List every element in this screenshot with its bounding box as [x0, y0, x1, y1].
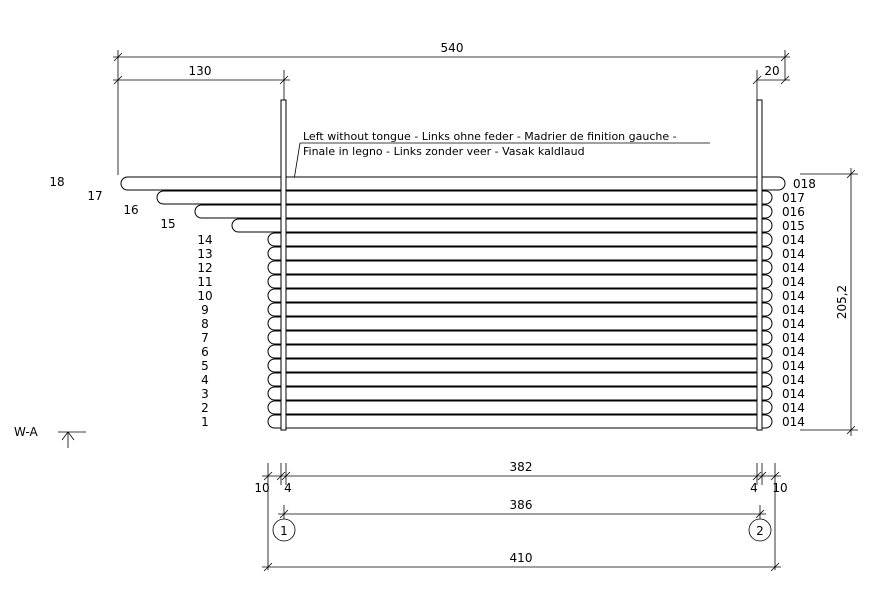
- log-5: [268, 359, 772, 372]
- dim-outer-label: 410: [509, 551, 533, 565]
- log-code-label: 014: [782, 247, 805, 261]
- dim-axis-label: 386: [509, 498, 533, 512]
- log-number-label: 16: [123, 203, 139, 217]
- dim-left-inner-label: 4: [284, 481, 292, 495]
- log-number-label: 18: [49, 175, 65, 189]
- dim-height: [800, 168, 858, 436]
- dim-left-outer-label: 10: [254, 481, 270, 495]
- log-code-label: 014: [782, 289, 805, 303]
- log-number-label: 15: [160, 217, 176, 231]
- log-number-label: 10: [197, 289, 213, 303]
- log-number-label: 17: [87, 189, 103, 203]
- log-17: [157, 191, 772, 204]
- log-code-label: 014: [782, 401, 805, 415]
- log-13: [268, 247, 772, 260]
- log-12: [268, 261, 772, 274]
- log-number-label: 5: [201, 359, 209, 373]
- log-4: [268, 373, 772, 386]
- left-end-board: [281, 100, 286, 430]
- dim-top-left-label: 130: [188, 64, 212, 78]
- log-18: [121, 177, 785, 190]
- log-code-label: 014: [782, 345, 805, 359]
- log-number-label: 7: [201, 331, 209, 345]
- log-number-label: 13: [197, 247, 213, 261]
- log-number-label: 8: [201, 317, 209, 331]
- section-marker: [14, 425, 86, 448]
- dim-right-inner-label: 4: [750, 481, 758, 495]
- log-stack: [49, 175, 816, 429]
- note-line-1: Left without tongue - Links ohne feder - Madrier de finition gauche -: [303, 130, 677, 143]
- log-code-label: 014: [782, 359, 805, 373]
- dim-right-outer-label: 10: [772, 481, 788, 495]
- axis-1-label: 1: [280, 524, 288, 538]
- dim-top-total-label: 540: [440, 41, 464, 55]
- log-number-label: 14: [197, 233, 213, 247]
- dim-top-left: [113, 64, 290, 100]
- log-code-label: 014: [782, 303, 805, 317]
- log-number-label: 2: [201, 401, 209, 415]
- log-number-label: 4: [201, 373, 209, 387]
- log-2: [268, 401, 772, 414]
- log-number-label: 11: [197, 275, 213, 289]
- log-number-label: 3: [201, 387, 209, 401]
- dim-inner-label: 382: [509, 460, 533, 474]
- log-7: [268, 331, 772, 344]
- log-number-label: 9: [201, 303, 209, 317]
- log-1: [268, 415, 772, 428]
- dim-top-right: [753, 64, 790, 100]
- log-number-label: 1: [201, 415, 209, 429]
- log-code-label: 017: [782, 191, 805, 205]
- right-end-board: [757, 100, 762, 430]
- dim-top-right-label: 20: [764, 64, 780, 78]
- log-11: [268, 275, 772, 288]
- log-9: [268, 303, 772, 316]
- log-code-label: 014: [782, 373, 805, 387]
- dim-bottom-outer: [262, 551, 781, 571]
- log-code-label: 014: [782, 275, 805, 289]
- section-label: W-A: [14, 425, 38, 439]
- note-line-2: Finale in legno - Links zonder veer - Vasak kaldlaud: [303, 145, 585, 158]
- log-code-label: 014: [782, 331, 805, 345]
- log-number-label: 6: [201, 345, 209, 359]
- dim-height-label: 205,2: [835, 284, 849, 320]
- log-15: [232, 219, 772, 232]
- dim-bottom-axis: [273, 498, 771, 541]
- log-14: [268, 233, 772, 246]
- log-6: [268, 345, 772, 358]
- log-code-label: 014: [782, 261, 805, 275]
- log-code-label: 014: [782, 317, 805, 331]
- log-3: [268, 387, 772, 400]
- log-8: [268, 317, 772, 330]
- log-code-label: 014: [782, 415, 805, 429]
- log-10: [268, 289, 772, 302]
- log-code-label: 018: [793, 177, 816, 191]
- log-number-label: 12: [197, 261, 213, 275]
- log-code-label: 016: [782, 205, 805, 219]
- log-code-label: 015: [782, 219, 805, 233]
- log-code-label: 014: [782, 387, 805, 401]
- log-code-label: 014: [782, 233, 805, 247]
- axis-2-label: 2: [756, 524, 764, 538]
